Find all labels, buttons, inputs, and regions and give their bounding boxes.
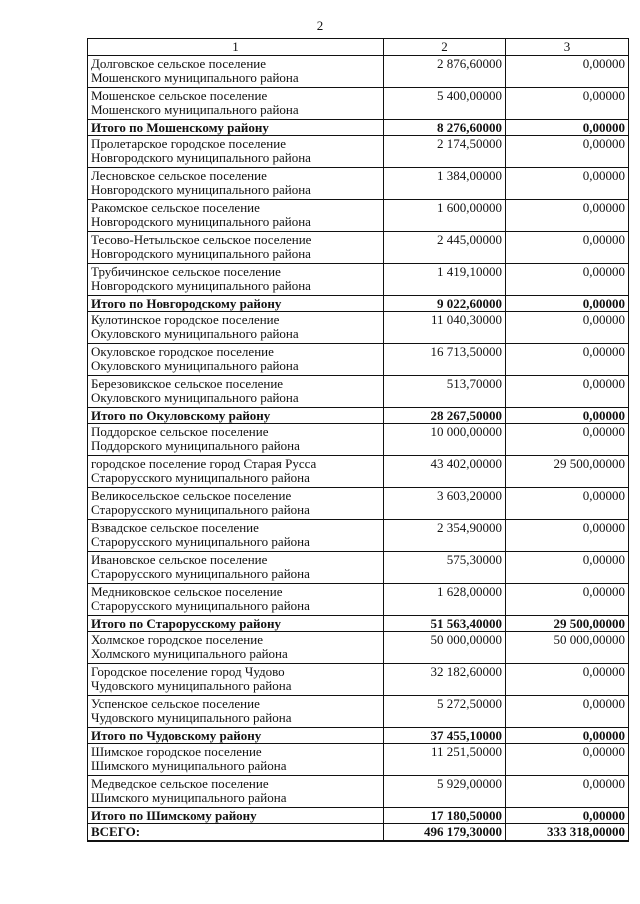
- amount-col3-cell: 0,00000: [506, 296, 629, 312]
- settlement-name-line: Поддорское сельское поселение: [91, 424, 269, 439]
- settlement-name-line: Мошенского муниципального района: [91, 102, 299, 117]
- settlement-name-line: Итого по Окуловскому району: [91, 408, 271, 423]
- amount-col2-cell: 51 563,40000: [384, 616, 506, 632]
- allocation-table: [87, 38, 629, 842]
- district-total-row: [88, 120, 629, 136]
- settlement-name-line: Взвадское сельское поселение: [91, 520, 259, 535]
- settlement-name-line: Мошенское сельское поселение: [91, 88, 268, 103]
- settlement-name-line: Ивановское сельское поселение: [91, 552, 268, 567]
- settlement-name-cell: [88, 376, 384, 408]
- settlement-name-cell: [88, 56, 384, 88]
- amount-col3-cell: 0,00000: [506, 584, 629, 616]
- settlement-name-line: Шимское городское поселение: [91, 744, 262, 759]
- table-row: [88, 488, 629, 520]
- settlement-name-line: Пролетарское городское поселение: [91, 136, 286, 151]
- table-row: [88, 136, 629, 168]
- amount-col2-cell: 5 272,50000: [384, 696, 506, 728]
- settlement-name-cell: [88, 744, 384, 776]
- settlement-name-cell: [88, 168, 384, 200]
- settlement-name-cell: [88, 120, 384, 136]
- table-row: [88, 744, 629, 776]
- amount-col2-cell: 37 455,10000: [384, 728, 506, 744]
- settlement-name-line: Городское поселение город Чудово: [91, 664, 285, 679]
- settlement-name-line: Трубичинское сельское поселение: [91, 264, 281, 279]
- amount-col2-cell: 2 174,50000: [384, 136, 506, 168]
- amount-col3-cell: 0,00000: [506, 744, 629, 776]
- settlement-name-line: Окуловское городское поселение: [91, 344, 274, 359]
- settlement-name-cell: [88, 344, 384, 376]
- table-header-row: [88, 39, 629, 56]
- amount-col2-cell: 575,30000: [384, 552, 506, 584]
- table-row: [88, 696, 629, 728]
- settlement-name-cell: [88, 408, 384, 424]
- page-number: 2: [316, 18, 324, 33]
- column-header-2: 2: [384, 39, 506, 56]
- table-row: [88, 264, 629, 296]
- amount-col2-cell: 43 402,00000: [384, 456, 506, 488]
- amount-col3-cell: 0,00000: [506, 424, 629, 456]
- settlement-name-line: Окуловского муниципального района: [91, 358, 299, 373]
- amount-col3-cell: 0,00000: [506, 56, 629, 88]
- settlement-name-line: Окуловского муниципального района: [91, 390, 299, 405]
- settlement-name-line: Окуловского муниципального района: [91, 326, 299, 341]
- amount-col3-cell: 0,00000: [506, 776, 629, 808]
- amount-col2-cell: 2 876,60000: [384, 56, 506, 88]
- settlement-name-cell: [88, 616, 384, 632]
- settlement-name-cell: [88, 808, 384, 824]
- settlement-name-cell: [88, 312, 384, 344]
- settlement-name-line: Холмского муниципального района: [91, 646, 288, 661]
- settlement-name-line: Старорусского муниципального района: [91, 502, 310, 517]
- table-row: [88, 88, 629, 120]
- settlement-name-line: Поддорского муниципального района: [91, 438, 300, 453]
- amount-col2-cell: 28 267,50000: [384, 408, 506, 424]
- settlement-name-cell: [88, 824, 384, 842]
- table-row: [88, 312, 629, 344]
- amount-col3-cell: 50 000,00000: [506, 632, 629, 664]
- amount-col2-cell: 50 000,00000: [384, 632, 506, 664]
- settlement-name-cell: [88, 728, 384, 744]
- amount-col2-cell: 10 000,00000: [384, 424, 506, 456]
- settlement-name-cell: [88, 776, 384, 808]
- settlement-name-cell: [88, 232, 384, 264]
- table-row: [88, 168, 629, 200]
- amount-col2-cell: 17 180,50000: [384, 808, 506, 824]
- table-row: [88, 552, 629, 584]
- settlement-name-line: Ракомское сельское поселение: [91, 200, 260, 215]
- table-row: [88, 584, 629, 616]
- amount-col2-cell: 32 182,60000: [384, 664, 506, 696]
- table-row: [88, 632, 629, 664]
- table-row: [88, 664, 629, 696]
- amount-col3-cell: 29 500,00000: [506, 616, 629, 632]
- settlement-name-cell: [88, 488, 384, 520]
- settlement-name-line: Новгородского муниципального района: [91, 246, 311, 261]
- district-total-row: [88, 728, 629, 744]
- amount-col3-cell: 0,00000: [506, 376, 629, 408]
- district-total-row: [88, 616, 629, 632]
- amount-col2-cell: 16 713,50000: [384, 344, 506, 376]
- settlement-name-line: Итого по Новгородскому району: [91, 296, 282, 311]
- amount-col3-cell: 0,00000: [506, 312, 629, 344]
- amount-col2-cell: 1 384,00000: [384, 168, 506, 200]
- settlement-name-cell: [88, 296, 384, 312]
- settlement-name-line: ВСЕГО:: [91, 824, 141, 839]
- amount-col3-cell: 0,00000: [506, 520, 629, 552]
- amount-col3-cell: 0,00000: [506, 728, 629, 744]
- amount-col3-cell: 0,00000: [506, 136, 629, 168]
- settlement-name-line: городское поселение город Старая Русса: [91, 456, 317, 471]
- table-row: [88, 344, 629, 376]
- amount-col3-cell: 333 318,00000: [506, 824, 629, 842]
- settlement-name-line: Шимского муниципального района: [91, 790, 287, 805]
- settlement-name-line: Итого по Старорусскому району: [91, 616, 281, 631]
- settlement-name-cell: [88, 584, 384, 616]
- amount-col2-cell: 5 400,00000: [384, 88, 506, 120]
- settlement-name-line: Тесово-Нетыльское сельское поселение: [91, 232, 312, 247]
- amount-col3-cell: 0,00000: [506, 696, 629, 728]
- amount-col3-cell: 0,00000: [506, 88, 629, 120]
- amount-col3-cell: 29 500,00000: [506, 456, 629, 488]
- amount-col3-cell: 0,00000: [506, 168, 629, 200]
- table-row: [88, 520, 629, 552]
- amount-col3-cell: 0,00000: [506, 200, 629, 232]
- settlement-name-cell: [88, 456, 384, 488]
- settlement-name-line: Итого по Чудовскому району: [91, 728, 262, 743]
- district-total-row: [88, 808, 629, 824]
- district-total-row: [88, 296, 629, 312]
- settlement-name-line: Чудовского муниципального района: [91, 710, 292, 725]
- settlement-name-line: Великосельское сельское поселение: [91, 488, 292, 503]
- settlement-name-line: Лесновское сельское поселение: [91, 168, 267, 183]
- amount-col2-cell: 3 603,20000: [384, 488, 506, 520]
- settlement-name-cell: [88, 136, 384, 168]
- amount-col3-cell: 0,00000: [506, 408, 629, 424]
- amount-col2-cell: 2 445,00000: [384, 232, 506, 264]
- settlement-name-line: Кулотинское городское поселение: [91, 312, 280, 327]
- amount-col2-cell: 8 276,60000: [384, 120, 506, 136]
- settlement-name-cell: [88, 552, 384, 584]
- amount-col2-cell: 513,70000: [384, 376, 506, 408]
- district-total-row: [88, 408, 629, 424]
- settlement-name-line: Новгородского муниципального района: [91, 214, 311, 229]
- table-row: [88, 776, 629, 808]
- settlement-name-cell: [88, 664, 384, 696]
- grand-total-row: [88, 824, 629, 842]
- amount-col2-cell: 11 251,50000: [384, 744, 506, 776]
- amount-col3-cell: 0,00000: [506, 488, 629, 520]
- amount-col3-cell: 0,00000: [506, 120, 629, 136]
- amount-col3-cell: 0,00000: [506, 664, 629, 696]
- amount-col2-cell: 496 179,30000: [384, 824, 506, 842]
- table-row: [88, 376, 629, 408]
- amount-col3-cell: 0,00000: [506, 264, 629, 296]
- amount-col2-cell: 1 600,00000: [384, 200, 506, 232]
- settlement-name-line: Старорусского муниципального района: [91, 534, 310, 549]
- table-row: [88, 200, 629, 232]
- settlement-name-line: Березовикское сельское поселение: [91, 376, 284, 391]
- settlement-name-line: Успенское сельское поселение: [91, 696, 260, 711]
- settlement-name-line: Медниковское сельское поселение: [91, 584, 283, 599]
- amount-col2-cell: 1 419,10000: [384, 264, 506, 296]
- settlement-name-cell: [88, 88, 384, 120]
- settlement-name-line: Чудовского муниципального района: [91, 678, 292, 693]
- settlement-name-cell: [88, 200, 384, 232]
- settlement-name-cell: [88, 696, 384, 728]
- amount-col3-cell: 0,00000: [506, 232, 629, 264]
- settlement-name-cell: [88, 632, 384, 664]
- table-row: [88, 56, 629, 88]
- settlement-name-line: Старорусского муниципального района: [91, 470, 310, 485]
- settlement-name-line: Старорусского муниципального района: [91, 566, 310, 581]
- settlement-name-line: Итого по Мошенскому району: [91, 120, 269, 135]
- column-header-1: 1: [88, 39, 384, 56]
- amount-col3-cell: 0,00000: [506, 552, 629, 584]
- table-row: [88, 456, 629, 488]
- table-row: [88, 424, 629, 456]
- settlement-name-line: Мошенского муниципального района: [91, 70, 299, 85]
- settlement-name-line: Холмское городское поселение: [91, 632, 263, 647]
- settlement-name-line: Итого по Шимскому району: [91, 808, 257, 823]
- settlement-name-line: Долговское сельское поселение: [91, 56, 266, 71]
- settlement-name-line: Старорусского муниципального района: [91, 598, 310, 613]
- settlement-name-cell: [88, 424, 384, 456]
- amount-col2-cell: 9 022,60000: [384, 296, 506, 312]
- settlement-name-line: Новгородского муниципального района: [91, 150, 311, 165]
- settlement-name-cell: [88, 264, 384, 296]
- table-row: [88, 232, 629, 264]
- amount-col3-cell: 0,00000: [506, 344, 629, 376]
- amount-col2-cell: 2 354,90000: [384, 520, 506, 552]
- settlement-name-cell: [88, 520, 384, 552]
- column-header-3: 3: [506, 39, 629, 56]
- settlement-name-line: Новгородского муниципального района: [91, 182, 311, 197]
- settlement-name-line: Шимского муниципального района: [91, 758, 287, 773]
- amount-col2-cell: 1 628,00000: [384, 584, 506, 616]
- amount-col2-cell: 5 929,00000: [384, 776, 506, 808]
- settlement-name-line: Медведское сельское поселение: [91, 776, 269, 791]
- amount-col3-cell: 0,00000: [506, 808, 629, 824]
- settlement-name-line: Новгородского муниципального района: [91, 278, 311, 293]
- amount-col2-cell: 11 040,30000: [384, 312, 506, 344]
